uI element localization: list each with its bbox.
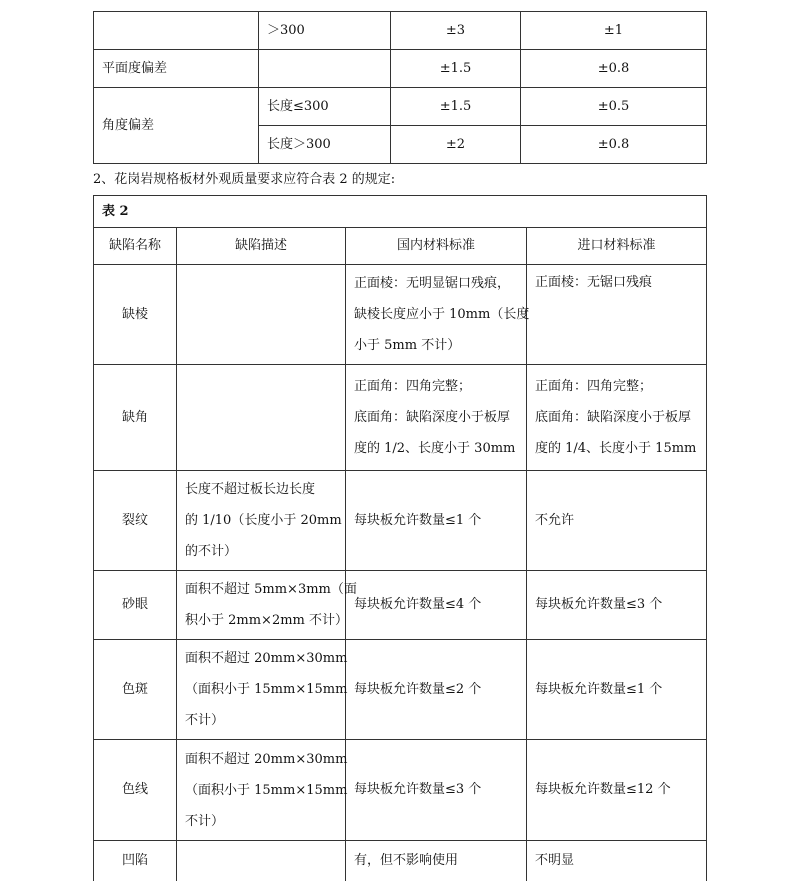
column-header: 缺陷名称 [94,228,177,265]
domestic-standard [346,265,530,365]
domestic-standard: 每块板允许数量≤3 个 [346,740,527,841]
defect-description [177,841,346,881]
defect-description [177,365,346,471]
cell-line: 缺棱长度应小于 10mm（长度 [354,307,530,322]
defect-description [177,571,357,640]
table-cell: 角度偏差 [94,88,259,164]
cell-line: 正面角：四角完整； [354,379,472,394]
defect-name: 裂纹 [94,471,177,571]
defect-name: 缺角 [94,365,177,471]
table-caption-row [94,196,707,228]
column-header: 进口材料标准 [527,228,707,265]
table-row [94,471,707,571]
cell-line: 不计） [185,713,225,728]
table-cell: ±2 [391,126,521,164]
cell-line: （面积小于 15mm×15mm [185,782,348,798]
table-cell: ±1.5 [391,50,521,88]
cell-line: 度的 1/2、长度小于 30mm [354,441,516,456]
defect-description [177,740,346,841]
table-row [94,571,707,640]
cell-line: （面积小于 15mm×15mm [185,682,348,697]
cell-line: 不计） [185,813,225,829]
cell-line: 底面角：缺陷深度小于板厚 [535,410,692,425]
domestic-standard: 有，但不影响使用 [346,841,527,881]
table-header-row [94,228,707,265]
table-cell: 长度＞300 [259,126,391,164]
cell-line: 底面角：缺陷深度小于板厚 [354,410,511,425]
table-cell: ±0.5 [521,88,707,126]
cell-line: 正面角：四角完整； [535,379,653,394]
cell-line: 积小于 2mm×2mm 不计） [185,613,349,628]
column-header: 缺陷描述 [177,228,346,265]
table-cell: 平面度偏差 [94,50,259,88]
column-header: 国内材料标准 [346,228,527,265]
defect-description [177,265,346,365]
imported-standard: 每块板允许数量≤12 个 [527,740,707,841]
defect-description [177,471,346,571]
table-row [94,365,707,471]
tolerance-table [93,11,707,164]
cell-line: 面积不超过 5mm×3mm（面 [185,582,357,597]
table-cell [94,12,259,50]
imported-standard: 不明显 [527,841,707,881]
domestic-standard: 每块板允许数量≤4 个 [346,571,527,640]
cell-line: 的 1/10（长度小于 20mm [185,513,342,528]
cell-line: 正面棱：无锯口残痕 [535,275,653,290]
section-intro-text: 2、花岗岩规格板材外观质量要求应符合表 2 的规定: [93,172,396,187]
defect-name: 色斑 [94,640,177,740]
table-cell: ±0.8 [521,126,707,164]
cell-line: 长度不超过板长边长度 [185,482,316,497]
cell-line: 度的 1/4、长度小于 15mm [535,441,697,456]
table-row [94,88,707,126]
table-cell: ±1.5 [391,88,521,126]
defect-name: 缺棱 [94,265,177,365]
imported-standard [527,365,707,471]
table-row [94,50,707,88]
cell-line: 面积不超过 20mm×30mm [185,651,348,666]
imported-standard [527,265,707,365]
appearance-quality-table [93,195,707,881]
table-row [94,740,707,841]
table-cell [259,50,391,88]
table-cell: ＞300 [259,12,391,50]
table-row [94,841,707,881]
table-row [94,12,707,50]
cell-line: 小于 5mm 不计） [354,338,461,353]
cell-line: 正面棱：无明显锯口残痕， [354,276,511,291]
cell-line: 面积不超过 20mm×30mm [185,751,348,767]
defect-description [177,640,346,740]
table-caption: 表 2 [94,196,707,228]
defect-name: 砂眼 [94,571,177,640]
domestic-standard [346,365,527,471]
imported-standard: 每块板允许数量≤1 个 [527,640,707,740]
domestic-standard: 每块板允许数量≤1 个 [346,471,527,571]
table-cell: ±1 [521,12,707,50]
table-row [94,640,707,740]
defect-name: 色线 [94,740,177,841]
table-cell: 长度≤300 [259,88,391,126]
imported-standard: 每块板允许数量≤3 个 [527,571,707,640]
defect-name: 凹陷 [94,841,177,881]
domestic-standard: 每块板允许数量≤2 个 [346,640,527,740]
table-row [94,265,707,365]
table-cell: ±3 [391,12,521,50]
imported-standard: 不允许 [527,471,707,571]
table-cell: ±0.8 [521,50,707,88]
cell-line: 的不计） [185,544,238,559]
